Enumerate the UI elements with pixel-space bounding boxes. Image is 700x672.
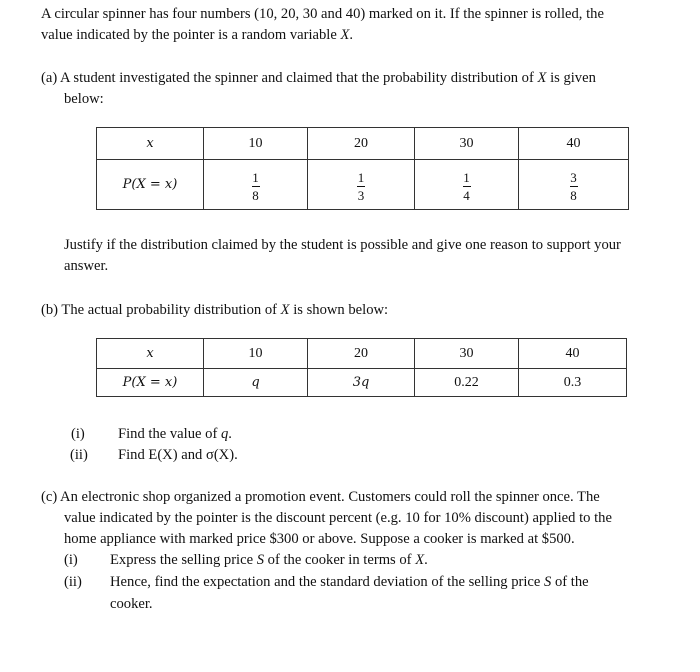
header-probability: P(X = x) [97, 160, 204, 210]
probability-cell: 0.3 [519, 369, 627, 397]
probability-cell: $\frac{3}{8}$ [519, 160, 629, 210]
part-c-i-text: Express the selling price S of the cooker in terms of X. [110, 552, 428, 568]
part-b-ii-label: (ii) [70, 447, 88, 463]
intro-line-2: value indicated by the pointer is a random variable X. [41, 27, 354, 43]
part-c-i-label: (i) [64, 552, 78, 568]
part-c-ii-text: Hence, find the expectation and the standard deviation of the selling price S of the [110, 574, 589, 590]
probability-cell: $\frac{1}{3}$ [308, 160, 415, 210]
part-a-line-1: (a) A student investigated the spinner and claimed that the probability distribution of X is given [41, 70, 596, 86]
value-cell: 20 [308, 339, 415, 369]
probability-cell: 3q [308, 369, 415, 397]
part-a-justify-2: answer. [64, 258, 109, 274]
part-b-line: (b) The actual probability distribution of X is shown below: [41, 302, 389, 318]
value-cell: 30 [415, 339, 519, 369]
value-cell: 20 [308, 128, 415, 160]
value-cell: 10 [204, 339, 308, 369]
probability-cell: 0.22 [415, 369, 519, 397]
value-cell: 10 [204, 128, 308, 160]
part-c-ii-text-2: cooker. [110, 596, 153, 612]
part-c-line-1: (c) An electronic shop organized a promotion event. Customers could roll the spinner once. The [41, 489, 600, 505]
part-b-i-label: (i) [71, 426, 85, 442]
value-cell: 40 [519, 339, 627, 369]
value-cell: 30 [415, 128, 519, 160]
claimed-distribution-table [96, 127, 629, 210]
header-x: x [97, 128, 204, 160]
part-b-i-text: Find the value of q. [118, 426, 232, 442]
part-a-justify-1: Justify if the distribution claimed by the student is possible and give one reason to support your [64, 237, 621, 253]
intro-line-1: A circular spinner has four numbers (10, 20, 30 and 40) marked on it. If the spinner is rolled, the [41, 6, 604, 22]
part-c-line-2: value indicated by the pointer is the discount percent (e.g. 10 for 10% discount) applied to the [64, 510, 612, 526]
actual-distribution-table [96, 338, 627, 397]
part-b-ii-text: Find E(X) and σ(X). [118, 447, 238, 463]
probability-cell: q [204, 369, 308, 397]
part-a-line-2: below: [64, 91, 104, 107]
value-cell: 40 [519, 128, 629, 160]
part-c-line-3: home appliance with marked price $300 or above. Suppose a cooker is marked at $500. [64, 531, 575, 547]
probability-cell: $\frac{1}{4}$ [415, 160, 519, 210]
part-c-ii-label: (ii) [64, 574, 82, 590]
header-x: x [97, 339, 204, 369]
header-probability: P(X = x) [97, 369, 204, 397]
probability-cell: $\frac{1}{8}$ [204, 160, 308, 210]
